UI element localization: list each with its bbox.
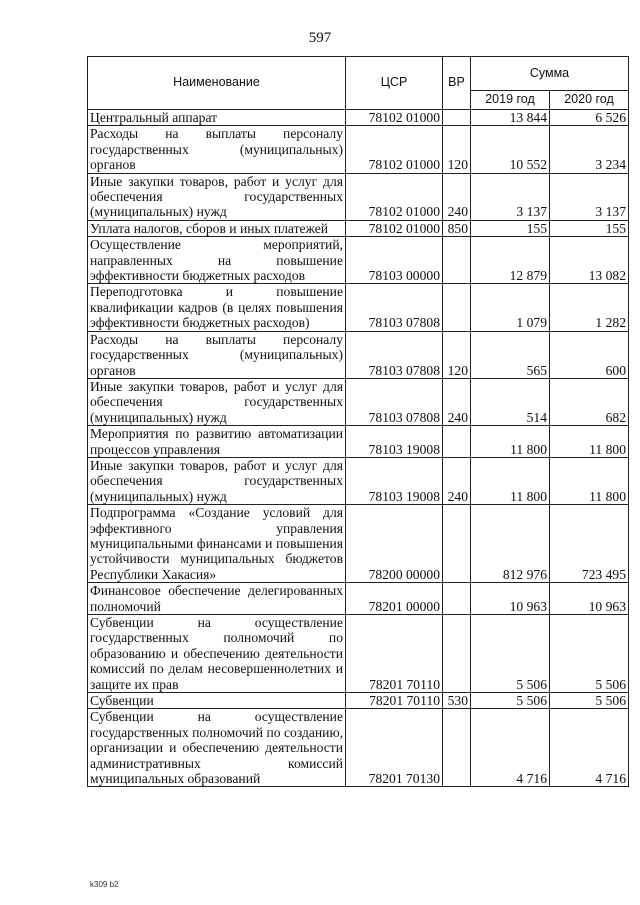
header-sum: Сумма — [471, 57, 629, 91]
row-name: Осуществление мероприятий, направленных на повышение эффективности бюджетных расходов — [88, 237, 346, 284]
table-row — [88, 693, 629, 709]
row-sum-2020: 5 506 — [550, 693, 629, 709]
row-name: Иные закупки товаров, работ и услуг для обеспечения государственных (муниципальных) нужд — [88, 457, 346, 504]
table-body — [88, 110, 629, 787]
row-sum-2019: 3 137 — [471, 173, 550, 220]
row-csr: 78102 01000 — [346, 173, 443, 220]
row-sum-2020: 13 082 — [550, 237, 629, 284]
row-vr: 850 — [443, 220, 471, 236]
row-csr: 78103 00000 — [346, 237, 443, 284]
row-vr — [443, 709, 471, 787]
row-csr: 78200 00000 — [346, 505, 443, 583]
row-name: Переподготовка и повышение квалификации кадров (в целях повышения эффективности бюджетных расходов) — [88, 284, 346, 331]
row-name: Уплата налогов, сборов и иных платежей — [88, 220, 346, 236]
row-sum-2020: 3 137 — [550, 173, 629, 220]
row-name: Расходы на выплаты персоналу государственных (муниципальных) органов — [88, 331, 346, 378]
row-name: Субвенции на осуществление государственных полномочий по созданию, организации и обеспечению деятельности административных комиссий муниципальных образований — [88, 709, 346, 787]
row-vr — [443, 426, 471, 458]
row-sum-2019: 13 844 — [471, 110, 550, 126]
row-sum-2019: 514 — [471, 378, 550, 425]
row-sum-2020: 6 526 — [550, 110, 629, 126]
row-sum-2019: 4 716 — [471, 709, 550, 787]
row-name: Иные закупки товаров, работ и услуг для обеспечения государственных (муниципальных) нужд — [88, 378, 346, 425]
table-row — [88, 457, 629, 504]
row-name: Мероприятия по развитию автоматизации процессов управления — [88, 426, 346, 458]
row-csr: 78201 70110 — [346, 615, 443, 693]
table-row — [88, 378, 629, 425]
table-row — [88, 126, 629, 173]
footer-code: k309 b2 — [90, 880, 119, 889]
row-vr — [443, 615, 471, 693]
table-row — [88, 583, 629, 615]
row-csr: 78103 07808 — [346, 284, 443, 331]
table-header — [88, 57, 629, 110]
row-sum-2019: 10 963 — [471, 583, 550, 615]
row-vr — [443, 284, 471, 331]
row-sum-2020: 5 506 — [550, 615, 629, 693]
table-row — [88, 505, 629, 583]
header-csr: ЦСР — [346, 57, 443, 110]
row-sum-2020: 10 963 — [550, 583, 629, 615]
row-vr: 120 — [443, 126, 471, 173]
row-vr: 240 — [443, 457, 471, 504]
row-sum-2019: 155 — [471, 220, 550, 236]
table-row — [88, 173, 629, 220]
row-sum-2019: 12 879 — [471, 237, 550, 284]
row-name: Подпрограмма «Создание условий для эффективного управления муниципальными финансами и повышения устойчивости муниципальных бюджетов Республики Хакасия» — [88, 505, 346, 583]
header-year-2019: 2019 год — [471, 91, 550, 110]
row-sum-2020: 723 495 — [550, 505, 629, 583]
row-name: Субвенции на осуществление государственных полномочий по образованию и обеспечению деятельности комиссий по делам несовершеннолетних и защите их прав — [88, 615, 346, 693]
row-csr: 78102 01000 — [346, 220, 443, 236]
row-sum-2020: 11 800 — [550, 457, 629, 504]
row-vr: 120 — [443, 331, 471, 378]
row-sum-2020: 682 — [550, 378, 629, 425]
row-name: Центральный аппарат — [88, 110, 346, 126]
table-row — [88, 615, 629, 693]
row-sum-2019: 1 079 — [471, 284, 550, 331]
row-vr — [443, 110, 471, 126]
row-sum-2020: 3 234 — [550, 126, 629, 173]
row-csr: 78102 01000 — [346, 126, 443, 173]
row-sum-2020: 600 — [550, 331, 629, 378]
row-sum-2019: 11 800 — [471, 457, 550, 504]
table-row — [88, 709, 629, 787]
row-csr: 78103 07808 — [346, 331, 443, 378]
row-sum-2020: 4 716 — [550, 709, 629, 787]
header-year-2020: 2020 год — [550, 91, 629, 110]
page-number: 597 — [308, 30, 332, 46]
row-vr: 530 — [443, 693, 471, 709]
row-sum-2019: 11 800 — [471, 426, 550, 458]
row-sum-2020: 11 800 — [550, 426, 629, 458]
row-sum-2019: 10 552 — [471, 126, 550, 173]
row-csr: 78103 19008 — [346, 426, 443, 458]
row-vr — [443, 237, 471, 284]
row-vr: 240 — [443, 378, 471, 425]
row-name: Субвенции — [88, 693, 346, 709]
row-csr: 78103 07808 — [346, 378, 443, 425]
row-name: Иные закупки товаров, работ и услуг для обеспечения государственных (муниципальных) нужд — [88, 173, 346, 220]
row-name: Финансовое обеспечение делегированных полномочий — [88, 583, 346, 615]
row-vr — [443, 505, 471, 583]
row-sum-2019: 5 506 — [471, 693, 550, 709]
row-sum-2020: 155 — [550, 220, 629, 236]
row-csr: 78102 01000 — [346, 110, 443, 126]
budget-table — [87, 56, 629, 787]
header-vr: ВР — [443, 57, 471, 110]
row-csr: 78201 00000 — [346, 583, 443, 615]
row-csr: 78201 70110 — [346, 693, 443, 709]
table-row — [88, 110, 629, 126]
row-csr: 78201 70130 — [346, 709, 443, 787]
row-sum-2019: 5 506 — [471, 615, 550, 693]
row-csr: 78103 19008 — [346, 457, 443, 504]
table-row — [88, 237, 629, 284]
header-name: Наименование — [88, 57, 346, 110]
table-row — [88, 220, 629, 236]
row-sum-2019: 565 — [471, 331, 550, 378]
row-vr: 240 — [443, 173, 471, 220]
table-row — [88, 426, 629, 458]
row-name: Расходы на выплаты персоналу государственных (муниципальных) органов — [88, 126, 346, 173]
table-row — [88, 331, 629, 378]
row-vr — [443, 583, 471, 615]
table-row — [88, 284, 629, 331]
row-sum-2019: 812 976 — [471, 505, 550, 583]
row-sum-2020: 1 282 — [550, 284, 629, 331]
